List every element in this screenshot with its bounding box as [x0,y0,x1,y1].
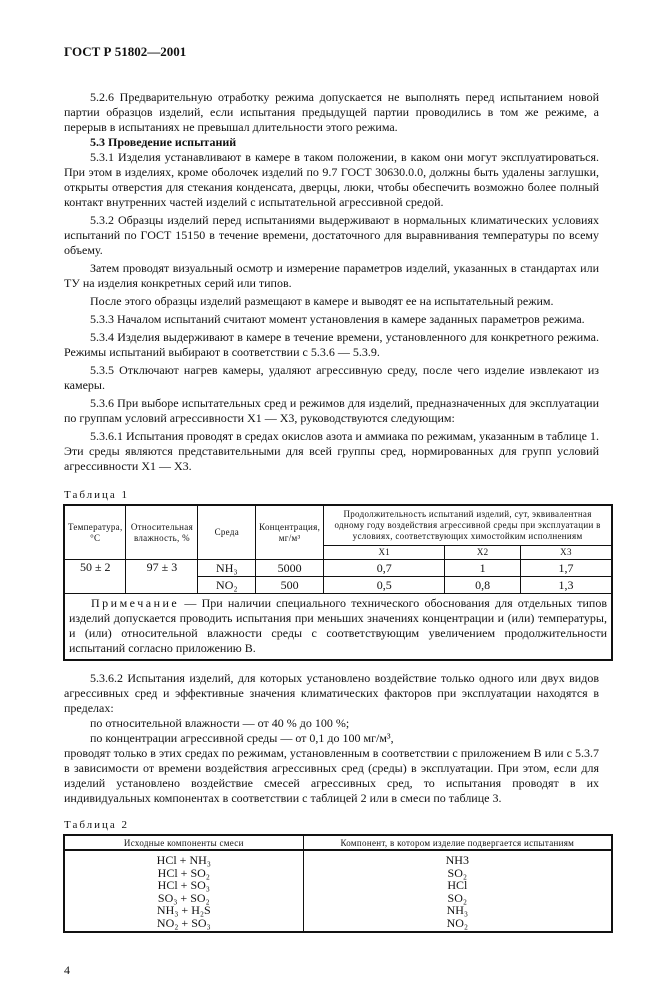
paragraph-5-3-1: 5.3.1 Изделия устанавливают в камере в таком положении, в каком они могут эксплуатироваться. При этом в изделиях, кроме оболочек изделий по 9.7 ГОСТ 30630.0.0, должны быть удалены заглушки, открыты отверстия для стекания конденсата, дверцы, люки, чтобы обеспечить возможно более полный контакт внутренних частей изделий с испытательной агрессивной средой. [64,150,599,209]
table-2 [63,834,613,933]
cell-x2: 0,8 [445,577,521,594]
cell-mixture: NH₃ + H₂S [156,903,211,917]
header-test-component: Компонент, в котором изделие подвергается испытаниям [303,835,612,850]
cell-component: NH3 [445,853,469,867]
document-header: ГОСТ Р 51802—2001 [64,44,187,59]
table-1-note [64,594,612,661]
table-row [64,560,612,577]
text-section-2 [64,671,599,806]
cell-x1: 0,5 [324,577,445,594]
header-x1: X1 [324,546,445,560]
header-x3: X3 [520,546,612,560]
cell-mixture: HCl + SO₂ [157,865,210,880]
paragraph-5-3-4: 5.3.4 Изделия выдерживают в камере в течение времени, установленного для конкретного режима. Режимы испытаний выбирают в соответствии с 5.3.6 — 5.3.9. [64,330,599,359]
paragraph-5-3-3: 5.3.3 Началом испытаний считают момент установления в камере заданных параметров режима. [90,312,585,326]
paragraph-5-2-6: 5.2.6 Предварительную отработку режима допускается не выполнять перед испытанием новой партии образцов изделий, если испытания предыдущей партии проводились в том же режиме, а перерыв в испытаниях не превышал длительности этого режима. [64,90,599,134]
cell-mixture: HCl + SO₃ [157,878,210,892]
cell-medium: NO₂ [198,577,256,594]
paragraph: Затем проводят визуальный осмотр и измерение параметров изделий, указанных в стандартах или ТУ на изделия конкретных серий или типов. [64,261,599,290]
paragraph: по относительной влажности — от 40 % до 100 %; [90,716,350,730]
cell-component: SO₂ [447,890,468,905]
note-text: — При наличии специального технического обоснования для отдельных типов изделий допускается проводить испытания при меньших значениях концентрации и (или) температуры, и (или) относительной влажности среды с соответствующим увеличением продолжительности испытаний согласно приложению В. [69,596,607,655]
cell-mixture: NO₂ + SO₃ [156,915,211,930]
paragraph-5-3-6: 5.3.6 При выборе испытательных сред и режимов для изделий, предназначенных для эксплуатации по группам условий агрессивности X1 — X3, руководствуются следующим: [64,396,599,425]
cell-x3: 1,3 [520,577,612,594]
table-1-label: Таблица 1 [64,489,130,501]
header-temperature: Температура, °C [64,505,126,560]
cell-temperature: 50 ± 2 [64,560,126,594]
paragraph-5-3-2: 5.3.2 Образцы изделий перед испытаниями выдерживают в нормальных климатических условиях испытаний по ГОСТ 15150 в течение времени, достаточного для выравнивания температуры по всему объему. [64,213,599,257]
header-mixture-components: Исходные компоненты смеси [64,835,303,850]
paragraph-5-3-6-2: 5.3.6.2 Испытания изделий, для которых установлено воздействие только одного или двух видов агрессивных сред и эффективные значения климатических факторов при эксплуатации находятся в пределах: [64,671,599,715]
cell-x3: 1,7 [520,560,612,577]
header-x2: X2 [445,546,521,560]
page-number: 4 [64,963,70,977]
paragraph: После этого образцы изделий размещают в камере и выводят ее на испытательный режим. [90,294,554,308]
paragraph-5-3-6-1: 5.3.6.1 Испытания проводят в средах окислов азота и аммиака по режимам, указанным в таблице 1. Эти среды являются представительными для всей группы сред, нормированных для групп условий агрессивности X1 — X3. [64,429,599,473]
text-section-1 [64,90,599,474]
table-2-label: Таблица 2 [64,819,130,831]
paragraph: проводят только в этих средах по режимам, установленным в соответствии с приложением В или с 5.3.7 в зависимости от времени воздействия агрессивных сред (среды) в эксплуатации. При этом, если для изделий установлено воздействие смесей агрессивных сред, то испытания проводят в их индивидуальных компонентах в соответствии с таблицей 2 или в смеси по таблице 3. [64,746,599,805]
header-duration: Продолжительность испытаний изделий, сут, эквивалентная одному году воздействия агрессивной среды при эксплуатации в условиях, соответствующих химостойким исполнениям [324,505,612,546]
header-medium: Среда [198,505,256,560]
cell-mixture: HCl + NH₃ [156,853,211,867]
header-humidity: Относительная влажность, % [126,505,198,560]
cell-x2: 1 [445,560,521,577]
table-body [64,850,612,932]
section-heading-5-3: 5.3 Проведение испытаний [90,135,237,149]
cell-component: SO₂ [447,865,468,880]
note-label: Примечание [91,596,180,610]
header-concentration: Концентрация, мг/м³ [256,505,324,560]
cell-humidity: 97 ± 3 [126,560,198,594]
cell-concentration: 500 [256,577,324,594]
cell-concentration: 5000 [256,560,324,577]
cell-x1: 0,7 [324,560,445,577]
cell-medium: NH₃ [198,560,256,577]
table-1 [63,504,613,661]
cell-component: NH₃ [446,903,469,917]
paragraph-5-3-5: 5.3.5 Отключают нагрев камеры, удаляют агрессивную среду, после чего изделие извлекают из камеры. [64,363,599,392]
cell-component: HCl [447,878,468,892]
cell-component: NO₂ [446,915,469,930]
cell-mixture: SO₃ + SO₂ [157,890,210,905]
paragraph: по концентрации агрессивной среды — от 0,1 до 100 мг/м³, [90,731,394,745]
